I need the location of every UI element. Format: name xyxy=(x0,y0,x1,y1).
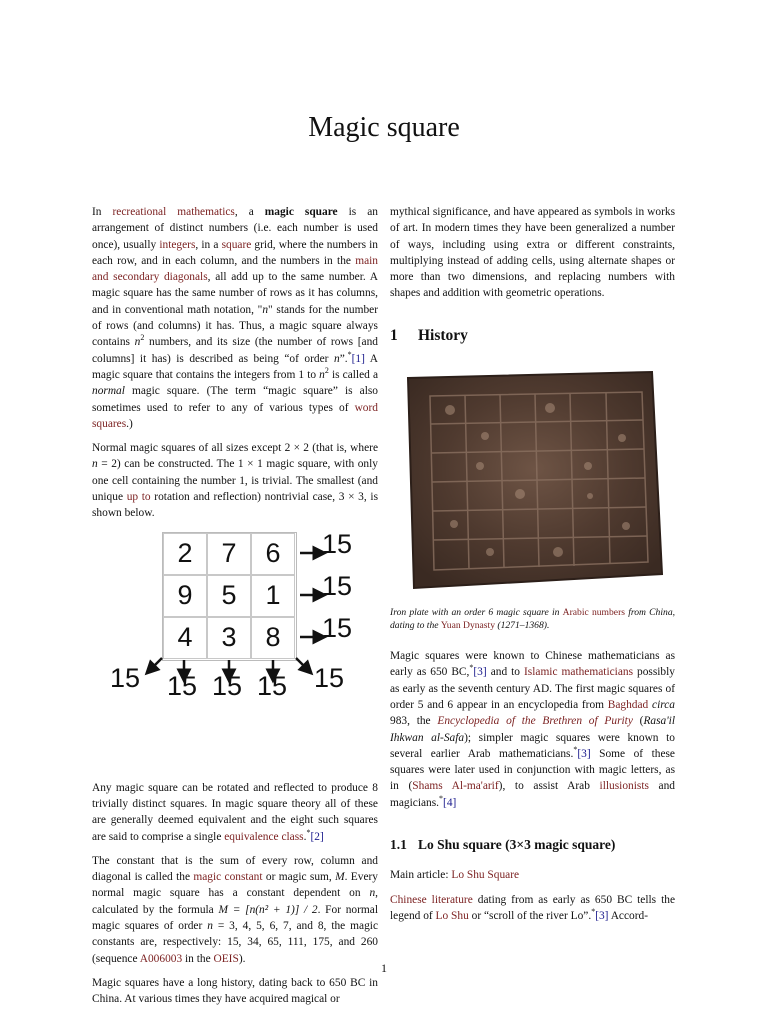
text: . xyxy=(303,830,307,843)
formula: M = [n(n² + 1)] / 2 xyxy=(218,903,318,916)
text: Normal magic squares of all sizes except 2 × 2 (that is, where xyxy=(92,442,378,455)
image-caption xyxy=(390,606,675,632)
link-diagonals[interactable]: main and secondary diagonals xyxy=(92,254,378,284)
term-magic-square: magic square xyxy=(264,206,338,218)
text: numbers, and its size (the number of rows [and columns] it has) is described as being xyxy=(92,336,378,365)
paragraph-continued xyxy=(390,204,675,302)
text: = 2) can be constructed. The 1 × 1 magic square, with only one cell containing the number 1, is trivial. The smallest (and unique xyxy=(92,458,378,504)
text: , calculated by the formula xyxy=(92,887,378,916)
diag-arrow xyxy=(150,658,162,670)
text: . For normal magic squares of order xyxy=(92,903,379,933)
text: Magic squares have a long history, dating back to 650 BC in China. At various times they have acquired magical or xyxy=(92,976,378,1006)
left-column xyxy=(92,204,378,1016)
text: mythical significance, and have appeared as symbols in works of art. In modern times they have been generalized a number of ways, including using extra or different constraints, multiplying instead of adding cells, using alternate shapes or more than two dimensions, and replacing numbers with shapes and addition with geometric operations. xyxy=(390,206,675,300)
emphasis-normal: normal xyxy=(92,385,125,398)
var-n: n xyxy=(262,303,269,316)
diagonal-sum: 15 xyxy=(110,662,141,693)
square-cell: 2 xyxy=(163,533,207,575)
link-chinese-literature[interactable]: Chinese literature xyxy=(390,893,473,906)
section-number: 1 xyxy=(390,326,398,344)
square-cell: 8 xyxy=(251,617,295,659)
text: .) xyxy=(126,417,133,430)
link-square[interactable]: square xyxy=(221,238,252,251)
text: 983, the xyxy=(390,715,438,728)
var-m: M xyxy=(335,871,345,884)
row-sum: 15 xyxy=(322,570,353,601)
text: Any magic square can be rotated and reflected to produce 8 trivially distinct squares. In magic square theory all of these are generally deemed equivalent and the eight such squares are said to comprise a single xyxy=(92,781,378,843)
diag-arrow xyxy=(296,658,308,670)
citation-3[interactable]: [3] xyxy=(473,666,487,679)
link-lo-shu-square[interactable]: Lo Shu Square xyxy=(451,869,520,882)
text: ( xyxy=(632,715,644,728)
text: in the xyxy=(182,952,214,965)
text: (1271–1368). xyxy=(495,620,550,632)
text: ); simpler magic squares were known to several earlier Arab mathematicians. xyxy=(390,731,675,760)
column-sum: 15 xyxy=(167,670,198,701)
paragraph-lo-shu xyxy=(390,892,675,925)
superscript: 2 xyxy=(140,333,145,343)
section-heading-lo-shu xyxy=(390,837,675,853)
var-n: n xyxy=(92,458,98,471)
text: dating from as early as 650 BC tells the legend of xyxy=(390,893,675,922)
square-cell: 1 xyxy=(251,575,295,617)
text: Iron plate with an order 6 magic square in xyxy=(390,607,563,619)
link-recreational-mathematics[interactable]: recreational mathematics xyxy=(112,206,235,218)
citation-2[interactable]: [2] xyxy=(310,830,324,843)
citation-1[interactable]: [1] xyxy=(351,352,365,365)
text: ), to assist Arab xyxy=(498,780,600,793)
square-cell: 5 xyxy=(207,575,251,617)
column-sum: 15 xyxy=(212,670,243,701)
text: In xyxy=(92,206,113,218)
square-cell: 3 xyxy=(207,617,251,659)
citation-4[interactable]: [4] xyxy=(443,796,457,809)
text: is called a xyxy=(328,368,378,381)
sum-arrows xyxy=(92,530,378,762)
text: , all add up to the same number. A magic square has the same number of rows as it has columns, and in conventional math notation, " xyxy=(92,271,378,316)
text: and magicians. xyxy=(390,780,676,809)
link-islamic-mathematicians[interactable]: Islamic mathematicians xyxy=(524,666,634,679)
row-sum: 15 xyxy=(322,528,353,559)
square-cell: 6 xyxy=(251,533,295,575)
superscript: * xyxy=(439,793,444,803)
intro-paragraph xyxy=(92,204,378,432)
text: or magic sum, xyxy=(262,871,336,884)
main-article-note xyxy=(390,867,675,883)
emphasis-rasail: Rasa'il Ihkwan al-Safa xyxy=(390,715,676,744)
text: possibly as early as the seventh century AD. The first magic squares of order 5 and 6 appear in an encyclopedia from xyxy=(390,666,675,711)
superscript: 2 xyxy=(324,366,329,376)
var-n: n xyxy=(369,887,376,900)
link-a006003[interactable]: A006003 xyxy=(139,952,183,965)
text: ”. xyxy=(339,352,348,365)
link-illusionists[interactable]: illusionists xyxy=(599,780,649,793)
text: . Every normal magic square has a constant dependent on xyxy=(92,871,378,900)
paragraph-rotations xyxy=(92,780,378,845)
section-title: History xyxy=(418,326,468,344)
iron-plate-photo xyxy=(390,366,675,596)
link-arabic-numbers[interactable]: Arabic numbers xyxy=(562,607,625,619)
paragraph-sizes xyxy=(92,440,378,521)
row-sum: 15 xyxy=(322,612,353,643)
paragraph-history xyxy=(390,648,675,811)
link-oeis[interactable]: OEIS xyxy=(213,952,239,965)
text: and to xyxy=(486,666,524,679)
square-cell: 7 xyxy=(207,533,251,575)
text: is an arrangement of distinct numbers (i.e. each number is used once), usually xyxy=(92,206,379,251)
text: grid, where the numbers in each row, and in each column, and the numbers in the xyxy=(92,238,378,267)
text: “of order xyxy=(284,352,334,365)
emphasis-circa: circa xyxy=(652,698,675,711)
page-title: Magic square xyxy=(308,112,460,143)
var-n: n xyxy=(319,368,325,381)
superscript: * xyxy=(469,663,474,673)
link-magic-constant[interactable]: magic constant xyxy=(193,871,263,884)
text: magic square. (The term “magic square” is also sometimes used to refer to any of various types of xyxy=(92,385,378,414)
text: The constant that is the sum of every row, column and diagonal is called the xyxy=(92,854,378,884)
var-n: n xyxy=(134,336,141,349)
text: , a xyxy=(234,206,265,218)
right-column xyxy=(390,204,675,932)
text: Magic squares were known to Chinese mathematicians as early as 650 BC, xyxy=(390,650,675,679)
section-title: Lo Shu square (3×3 magic square) xyxy=(418,837,616,853)
superscript: * xyxy=(573,745,578,755)
link-shams-al-maarif[interactable]: Shams Al-ma'arif xyxy=(412,780,499,793)
text: A magic square that contains the integers from 1 to xyxy=(92,352,379,381)
var-n: n xyxy=(333,352,340,365)
text: = 3, 4, 5, 6, 7, and 8, the magic constants are, respectively: 15, 34, 65, 111, 175, and 260 (sequence xyxy=(92,920,378,965)
text: , in a xyxy=(195,238,222,251)
link-equivalence-class[interactable]: equivalence class xyxy=(224,830,304,843)
magic-square-figure xyxy=(92,530,378,762)
page-number: 1 xyxy=(381,961,387,975)
section-heading-history xyxy=(390,328,675,344)
text: " stands for the number of rows (and columns) it has. Thus, a magic square always contains xyxy=(92,303,379,349)
diagonal-sum: 15 xyxy=(314,662,345,693)
text: rotation and reflection) nontrivial case, 3 × 3, is shown below. xyxy=(92,491,378,520)
superscript: * xyxy=(591,907,596,917)
iron-plate-image xyxy=(390,366,675,596)
text: from China, dating to the xyxy=(390,607,676,632)
paragraph-magic-constant xyxy=(92,853,378,967)
citation-3b[interactable]: [3] xyxy=(577,747,591,760)
link-baghdad[interactable]: Baghdad xyxy=(607,698,649,711)
superscript: * xyxy=(347,349,352,359)
square-cell: 4 xyxy=(163,617,207,659)
section-number: 1.1 xyxy=(390,837,407,853)
link-word-squares[interactable]: word squares xyxy=(92,401,378,430)
text: Main article: xyxy=(390,869,452,882)
link-encyclopedia-brethren[interactable]: Encyclopedia of the Brethren of Purity xyxy=(437,715,633,728)
square-cell: 9 xyxy=(163,575,207,617)
text: Accord- xyxy=(608,909,649,922)
link-lo-shu[interactable]: Lo Shu xyxy=(435,909,469,922)
var-n: n xyxy=(207,920,213,933)
text: ). xyxy=(238,952,246,965)
link-yuan-dynasty[interactable]: Yuan Dynasty xyxy=(440,620,495,632)
paragraph-history-intro xyxy=(92,975,378,1008)
citation-3c[interactable]: [3] xyxy=(595,909,609,922)
text: Some of these squares were later used in conjunction with magic letters, as in ( xyxy=(390,747,675,793)
text: or “scroll of the river Lo”. xyxy=(468,909,592,922)
link-up-to[interactable]: up to xyxy=(126,491,151,504)
link-integers[interactable]: integers xyxy=(159,238,196,251)
column-sum: 15 xyxy=(257,670,288,701)
superscript: * xyxy=(306,827,311,837)
